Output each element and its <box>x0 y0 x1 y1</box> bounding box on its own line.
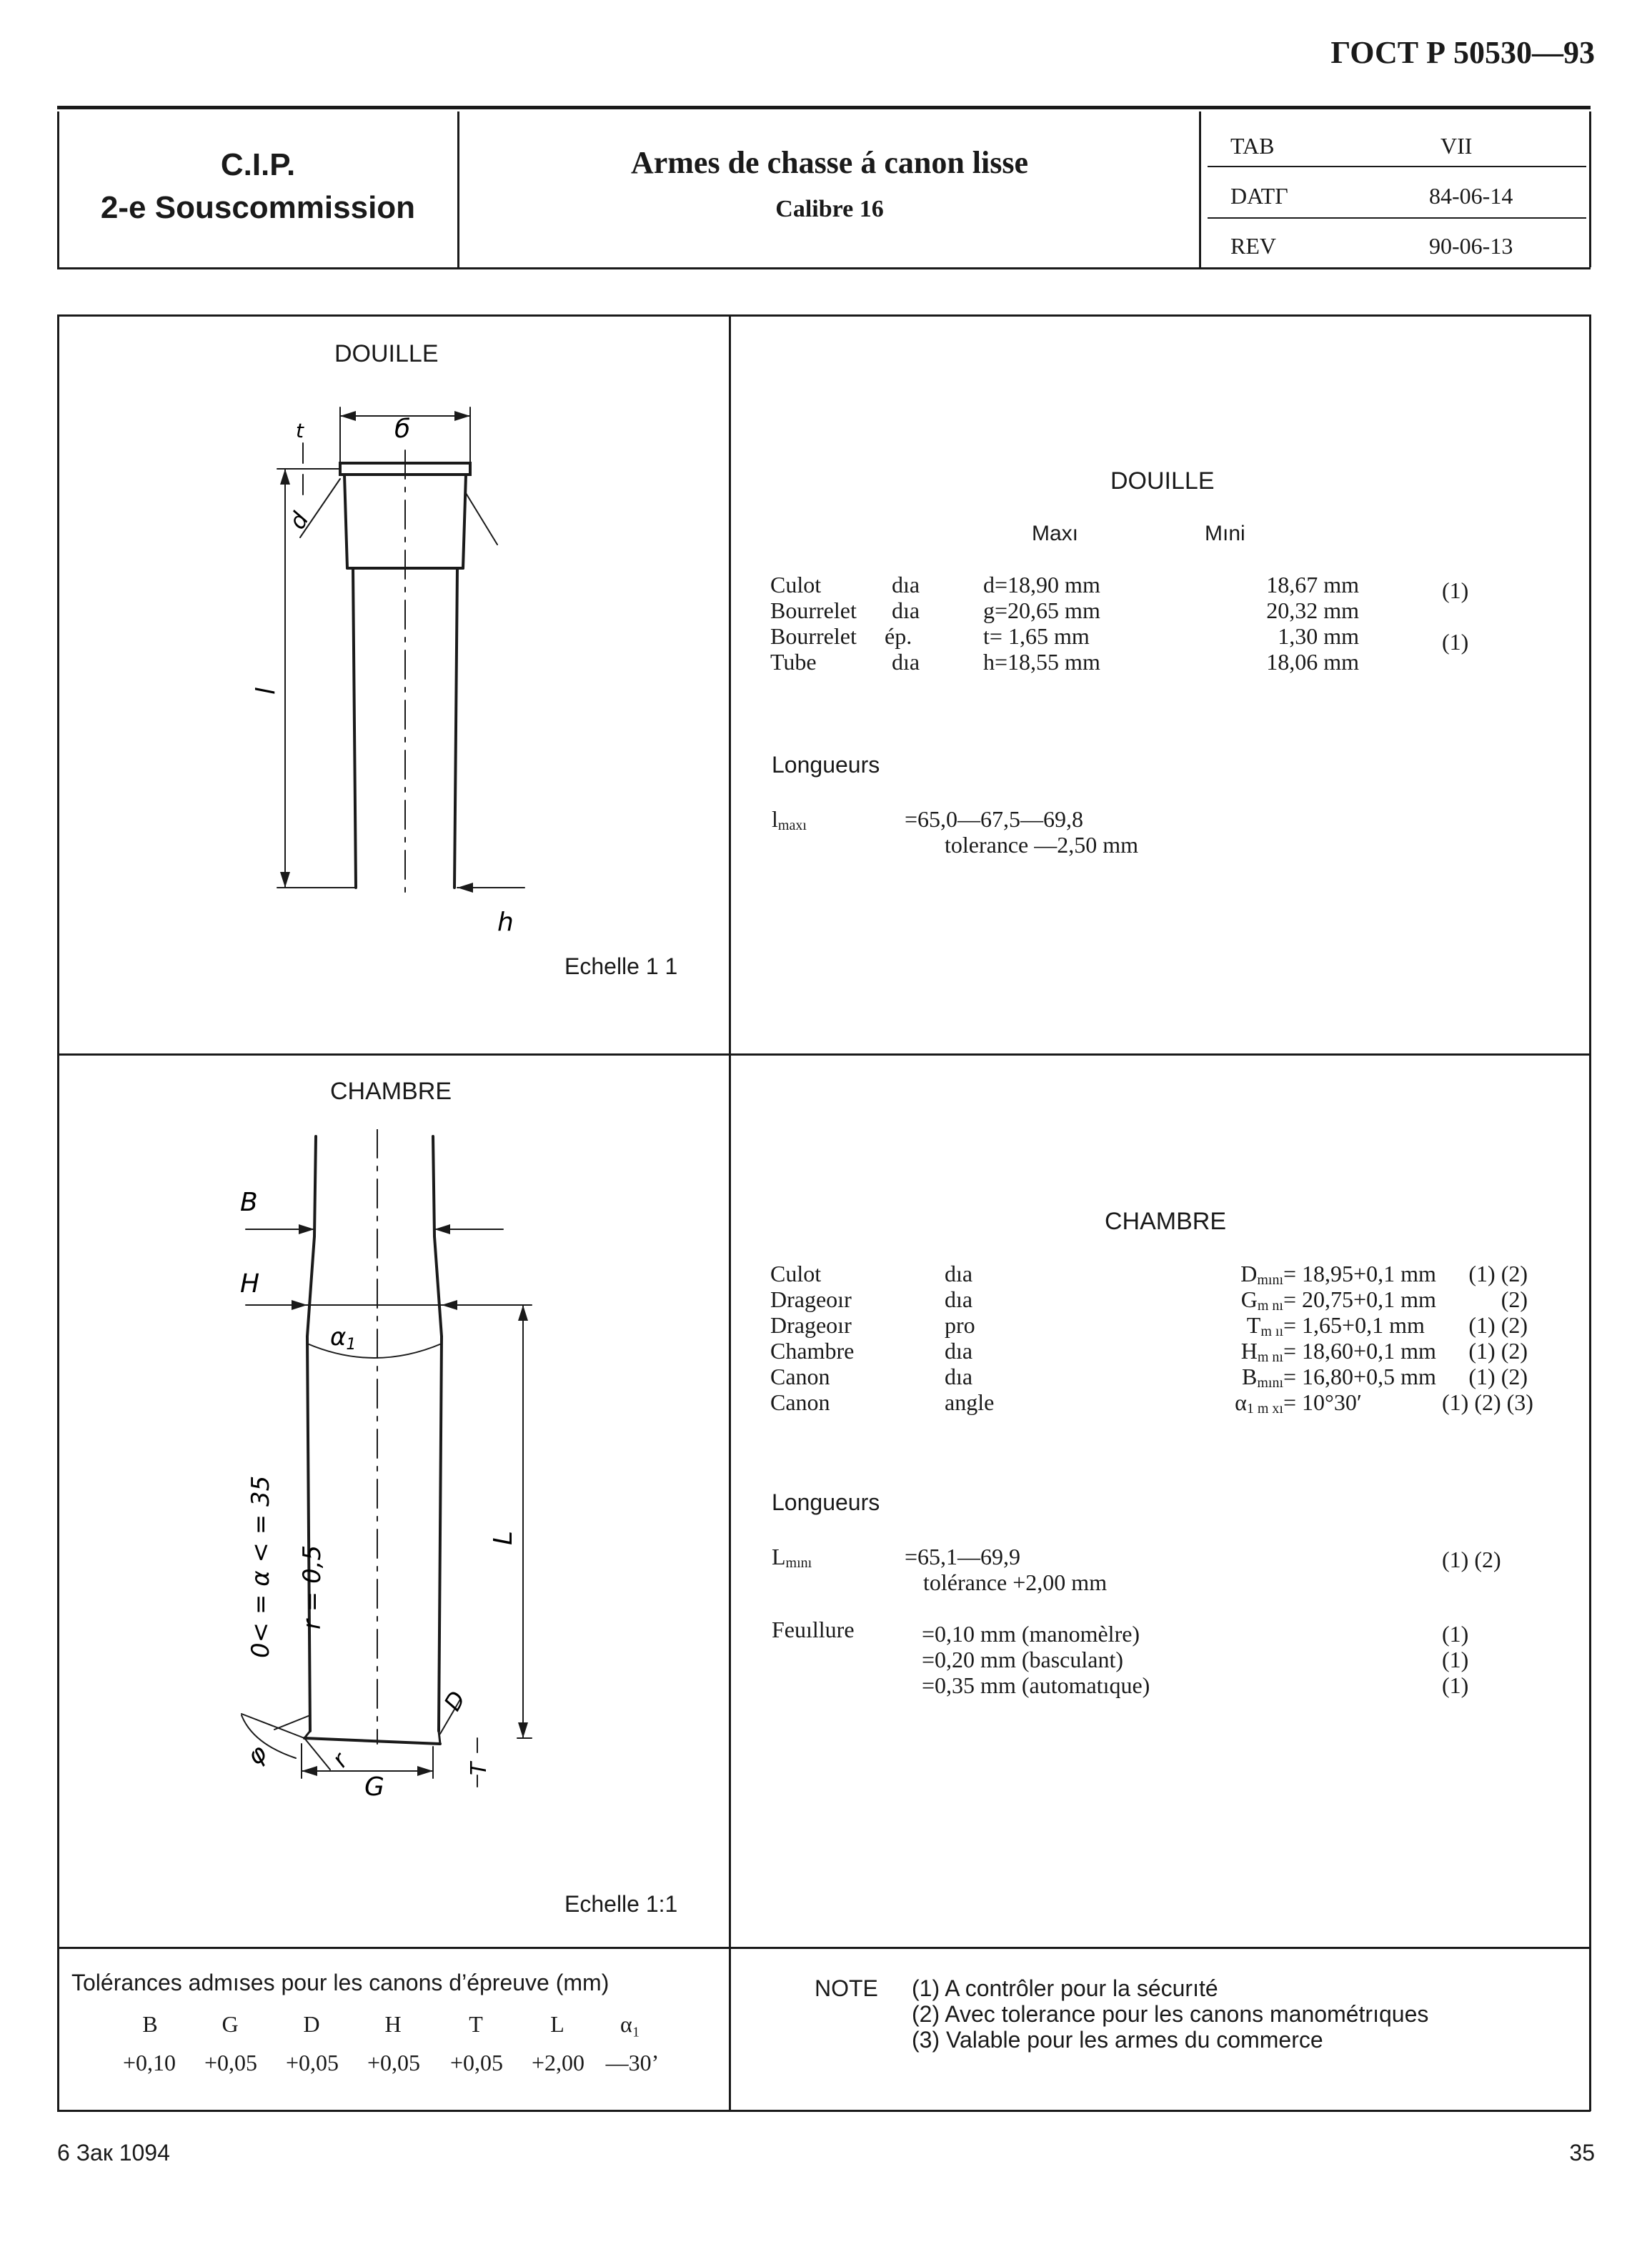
chambre-label-L: L <box>489 1530 518 1545</box>
chambre-label-phi: φ <box>242 1738 273 1772</box>
douille-row-1-kind: dıa <box>892 572 920 597</box>
title-block-divider-1 <box>457 111 459 267</box>
douille-label-d: d <box>283 507 314 534</box>
douille-drawing <box>60 386 725 943</box>
meta-rule-2 <box>1208 217 1586 219</box>
douille-row-1-min: 18,67 mm <box>1266 572 1359 597</box>
chambre-row-5-value: = 16,80+0,5 mm <box>1283 1364 1436 1389</box>
note-1: (1) A contrôler pour la sécurıté <box>912 1975 1218 2001</box>
chambre-label-T: T <box>467 1762 492 1775</box>
note-3: (3) Valable pour les armes du commerce <box>912 2027 1323 2053</box>
chambre-row-1-value: = 18,95+0,1 mm <box>1283 1261 1436 1286</box>
tol-header-l: L <box>550 2011 564 2037</box>
douille-row-3-name: Bourrelet <box>770 623 857 649</box>
chambre-length-symbol <box>772 1544 812 1572</box>
chambre-row-1-kind: dıa <box>945 1261 973 1286</box>
douille-row-2-max: g=20,65 mm <box>983 597 1100 623</box>
chambre-row-4-value: = 18,60+0,1 mm <box>1283 1338 1436 1364</box>
meta-rule-1 <box>1208 166 1586 167</box>
douille-length-tolerance: tolerance —2,50 mm <box>945 832 1139 858</box>
feuillure-row-3-note: (1) <box>1442 1672 1469 1698</box>
tol-value-b: +0,10 <box>122 2050 176 2075</box>
douille-table-title: DOUILLE <box>1110 467 1215 495</box>
title-block-divider-2 <box>1199 111 1201 267</box>
chambre-row-4-sub: m nı <box>1257 1349 1283 1365</box>
douille-row-1-max: d=18,90 mm <box>983 572 1100 597</box>
douille-drawing-title: DOUILLE <box>334 340 439 367</box>
chambre-row-1-sub: mını <box>1257 1272 1283 1288</box>
tol-header-alpha: α₁ <box>620 2011 640 2037</box>
douille-row-2-name: Bourrelet <box>770 597 857 623</box>
douille-row-2-min: 20,32 mm <box>1266 597 1359 623</box>
main-frame-divider <box>729 314 731 2111</box>
chambre-row-6-kind: angle <box>945 1389 995 1415</box>
meta-label-date: DATГ <box>1230 183 1288 209</box>
title-block-top-border <box>57 106 1591 109</box>
chambre-label-G: G <box>364 1772 384 1802</box>
chambre-drawing-title: CHAMBRE <box>330 1078 452 1105</box>
douille-col-max: Maxı <box>1032 522 1079 545</box>
douille-row-4-name: Tube <box>770 649 817 675</box>
chambre-row-2-sym: G <box>1240 1286 1258 1312</box>
douille-col-min: Mıni <box>1205 522 1245 545</box>
douille-scale: Echelle 1 1 <box>564 953 678 979</box>
chambre-row-4-notes: (1) (2) <box>1468 1338 1528 1364</box>
note-2: (2) Avec tolerance pour les canons manométrıques <box>912 2001 1429 2027</box>
chambre-row-5-notes: (1) (2) <box>1468 1364 1528 1389</box>
meta-label-tab: TAB <box>1230 133 1275 159</box>
tol-value-h: +0,05 <box>367 2050 421 2075</box>
chambre-row-1-notes: (1) (2) <box>1468 1261 1528 1286</box>
footer-order-number: 6 Зак 1094 <box>57 2140 170 2166</box>
chambre-length-tolerance: tolérance +2,00 mm <box>923 1569 1108 1595</box>
chambre-length-notes: (1) (2) <box>1442 1547 1501 1572</box>
title-block-right-border <box>1589 111 1591 267</box>
chambre-lengths-title: Longueurs <box>772 1489 880 1515</box>
chambre-row-5-name: Canon <box>770 1364 830 1389</box>
chambre-condition-1: 0< = α < = 35 <box>247 1475 275 1658</box>
douille-length-symbol <box>772 806 807 834</box>
tol-header-t: T <box>469 2011 483 2037</box>
chambre-row-2-kind: dıa <box>945 1286 973 1312</box>
standard-number: ГОСТ Р 50530—93 <box>1330 35 1595 70</box>
chambre-row-3-notes: (1) (2) <box>1468 1312 1528 1338</box>
chambre-label-B: B <box>240 1188 258 1217</box>
douille-length-letter: l <box>772 806 778 832</box>
douille-row-3-min: 1,30 mm <box>1278 623 1359 649</box>
page-number: 35 <box>1569 2140 1595 2166</box>
tol-header-b: B <box>142 2011 158 2037</box>
chambre-drawing <box>60 1129 725 1844</box>
notes-label: NOTE <box>815 1975 878 2001</box>
chambre-row-2-value: = 20,75+0,1 mm <box>1283 1286 1436 1312</box>
chambre-row-2-notes: (2) <box>1501 1286 1528 1312</box>
tol-header-d: D <box>303 2011 320 2037</box>
chambre-label-r: r <box>326 1747 354 1772</box>
org-line-2: 2-e Souscommission <box>100 190 416 225</box>
chambre-row-5-kind: dıa <box>945 1364 973 1389</box>
feuillure-label: Feuıllure <box>772 1617 855 1642</box>
douille-label-l: l <box>252 687 281 695</box>
feuillure-row-1-note: (1) <box>1442 1621 1469 1647</box>
feuillure-row-1: =0,10 mm (manomèlre) <box>922 1621 1140 1647</box>
chambre-label-alpha-sub: 1 <box>346 1336 357 1354</box>
title-block-left-border <box>57 111 59 267</box>
douille-row-3-kind: ép. <box>885 623 912 649</box>
feuillure-row-2-note: (1) <box>1442 1647 1469 1672</box>
chambre-length-letter: L <box>772 1544 786 1569</box>
douille-label-h: h <box>497 908 514 937</box>
feuillure-row-3: =0,35 mm (automatıque) <box>922 1672 1150 1698</box>
douille-row-4-kind: dıa <box>892 649 920 675</box>
douille-row-1-note: (1) <box>1442 577 1469 603</box>
chambre-table-title: CHAMBRE <box>1105 1208 1227 1235</box>
douille-length-value: =65,0—67,5—69,8 <box>905 806 1084 832</box>
chambre-row-6-value: = 10°30′ <box>1283 1389 1362 1415</box>
douille-label-b: б <box>394 415 411 444</box>
douille-row-3-note: (1) <box>1442 629 1469 655</box>
feuillure-row-2: =0,20 mm (basculant) <box>922 1647 1123 1672</box>
chambre-row-4-name: Chambre <box>770 1338 855 1364</box>
chambre-label-alpha <box>330 1323 356 1354</box>
meta-value-tab: VII <box>1440 133 1473 159</box>
chambre-row-3-name: Drageoır <box>770 1312 852 1338</box>
chambre-row-1-sym: D <box>1240 1261 1258 1286</box>
chambre-row-3-sub: m ıı <box>1260 1324 1283 1339</box>
main-frame-top <box>57 314 1591 317</box>
chambre-length-sub: mını <box>785 1555 812 1571</box>
chambre-row-6-sym: α <box>1235 1389 1247 1415</box>
section-divider-2 <box>57 1947 1591 1949</box>
tol-value-d: +0,05 <box>285 2050 339 2075</box>
chambre-label-H: H <box>240 1269 260 1299</box>
meta-label-rev: REV <box>1230 233 1276 259</box>
main-frame-right <box>1589 314 1591 2111</box>
chambre-condition-2: r = 0,5 <box>298 1544 327 1629</box>
chambre-row-3-sym: T <box>1246 1312 1261 1338</box>
chambre-row-6-name: Canon <box>770 1389 830 1415</box>
douille-row-2-kind: dıa <box>892 597 920 623</box>
tol-header-h: H <box>384 2011 402 2037</box>
chambre-row-2-sub: m nı <box>1257 1298 1283 1314</box>
notes-list <box>912 1975 1583 2053</box>
tol-value-t: +0,05 <box>449 2050 504 2075</box>
tol-value-alpha: —30’ <box>605 2050 660 2075</box>
douille-row-4-min: 18,06 mm <box>1266 649 1359 675</box>
doc-title: Armes de chasse á canon lisse <box>630 145 1029 180</box>
chambre-row-4-kind: dıa <box>945 1338 973 1364</box>
douille-row-3-max: t= 1,65 mm <box>983 623 1090 649</box>
meta-value-rev: 90-06-13 <box>1429 233 1513 259</box>
chambre-row-4-sym: H <box>1240 1338 1258 1364</box>
org-line-1: C.I.P. <box>220 147 296 182</box>
douille-length-sub: maxı <box>777 818 807 833</box>
douille-label-t: t <box>296 419 304 442</box>
meta-value-date: 84-06-14 <box>1429 183 1513 209</box>
tol-header-g: G <box>222 2011 239 2037</box>
section-divider-1 <box>57 1053 1591 1056</box>
chambre-scale: Echelle 1:1 <box>564 1891 678 1917</box>
doc-subtitle: Calibre 16 <box>775 196 884 222</box>
chambre-row-3-value: = 1,65+0,1 mm <box>1283 1312 1425 1338</box>
chambre-row-1-name: Culot <box>770 1261 822 1286</box>
tolerances-title: Tolérances admıses pour les canons d’épreuve (mm) <box>71 1970 609 1995</box>
chambre-row-6-symbol <box>1116 1389 1283 1422</box>
tol-value-g: +0,05 <box>204 2050 258 2075</box>
tolerances-table <box>114 2011 729 2090</box>
chambre-label-alpha-symbol: α <box>330 1323 347 1351</box>
chambre-row-3-kind: pro <box>945 1312 975 1338</box>
chambre-row-6-notes: (1) (2) (3) <box>1442 1389 1533 1415</box>
chambre-row-5-sub: mını <box>1257 1375 1283 1391</box>
chambre-row-2-name: Drageoır <box>770 1286 852 1312</box>
chambre-row-6-sub: 1 m xı <box>1246 1401 1283 1417</box>
title-block-bottom-border <box>57 267 1591 269</box>
chambre-label-D: D <box>438 1686 472 1716</box>
main-frame-left <box>57 314 59 2111</box>
main-frame-bottom <box>57 2110 1591 2112</box>
douille-row-1-name: Culot <box>770 572 822 597</box>
douille-row-4-max: h=18,55 mm <box>983 649 1100 675</box>
douille-lengths-title: Longueurs <box>772 752 880 778</box>
tol-value-l: +2,00 <box>531 2050 585 2075</box>
chambre-row-5-sym: B <box>1241 1364 1258 1389</box>
chambre-length-value: =65,1—69,9 <box>905 1544 1021 1569</box>
